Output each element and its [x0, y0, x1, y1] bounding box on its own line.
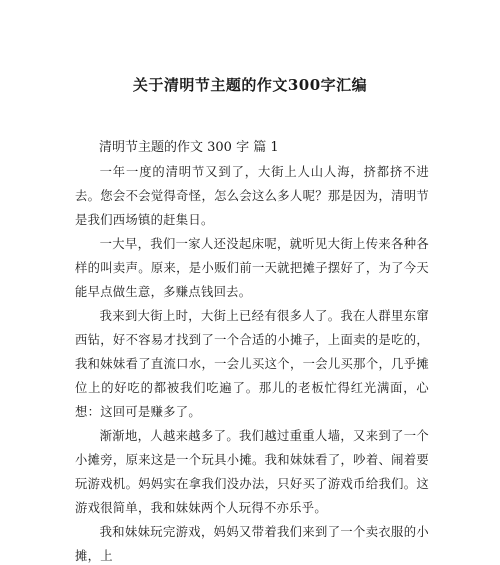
document-title: 关于清明节主题的作文300字汇编: [132, 76, 368, 94]
paragraph: 渐渐地，人越来越多了。我们越过重重人墙，又来到了一个小摊旁，原来这是一个玩具小摊。我和妹妹看了，吵着、闹着要玩游戏机。妈妈实在拿我们没办法，只好买了游戏币给我们。这游戏很简单，我和妹妹两个人玩得不亦乐乎。: [75, 429, 429, 515]
paragraph: 我来到大街上时，大街上已经有很多人了。我在人群里东窜西钻，好不容易才找到了一个合适的小摊子，上面卖的是吃的，我和妹妹看了直流口水，一会儿买这个，一会儿买那个，几乎摊位上的好吃的都被我们吃遍了。那儿的老板忙得红光满面，心想：这回可是赚多了。: [75, 309, 429, 419]
document-body: [75, 136, 429, 565]
section-heading: 清明节主题的作文 300 字 篇 1: [99, 140, 279, 155]
paragraph: 我和妹妹玩完游戏，妈妈又带着我们来到了一个卖衣服的小摊，上: [75, 525, 429, 563]
paragraph: 一大早，我们一家人还没起床呢，就听见大街上传来各种各样的叫卖声。原来，是小贩们前一天就把摊子摆好了，为了今天能早点做生意，多赚点钱回去。: [75, 237, 429, 299]
paragraph: 一年一度的清明节又到了，大街上人山人海，挤都挤不进去。您会不会觉得奇怪，怎么会这么多人呢？那是因为，清明节是我们西场镇的赶集日。: [75, 165, 429, 227]
